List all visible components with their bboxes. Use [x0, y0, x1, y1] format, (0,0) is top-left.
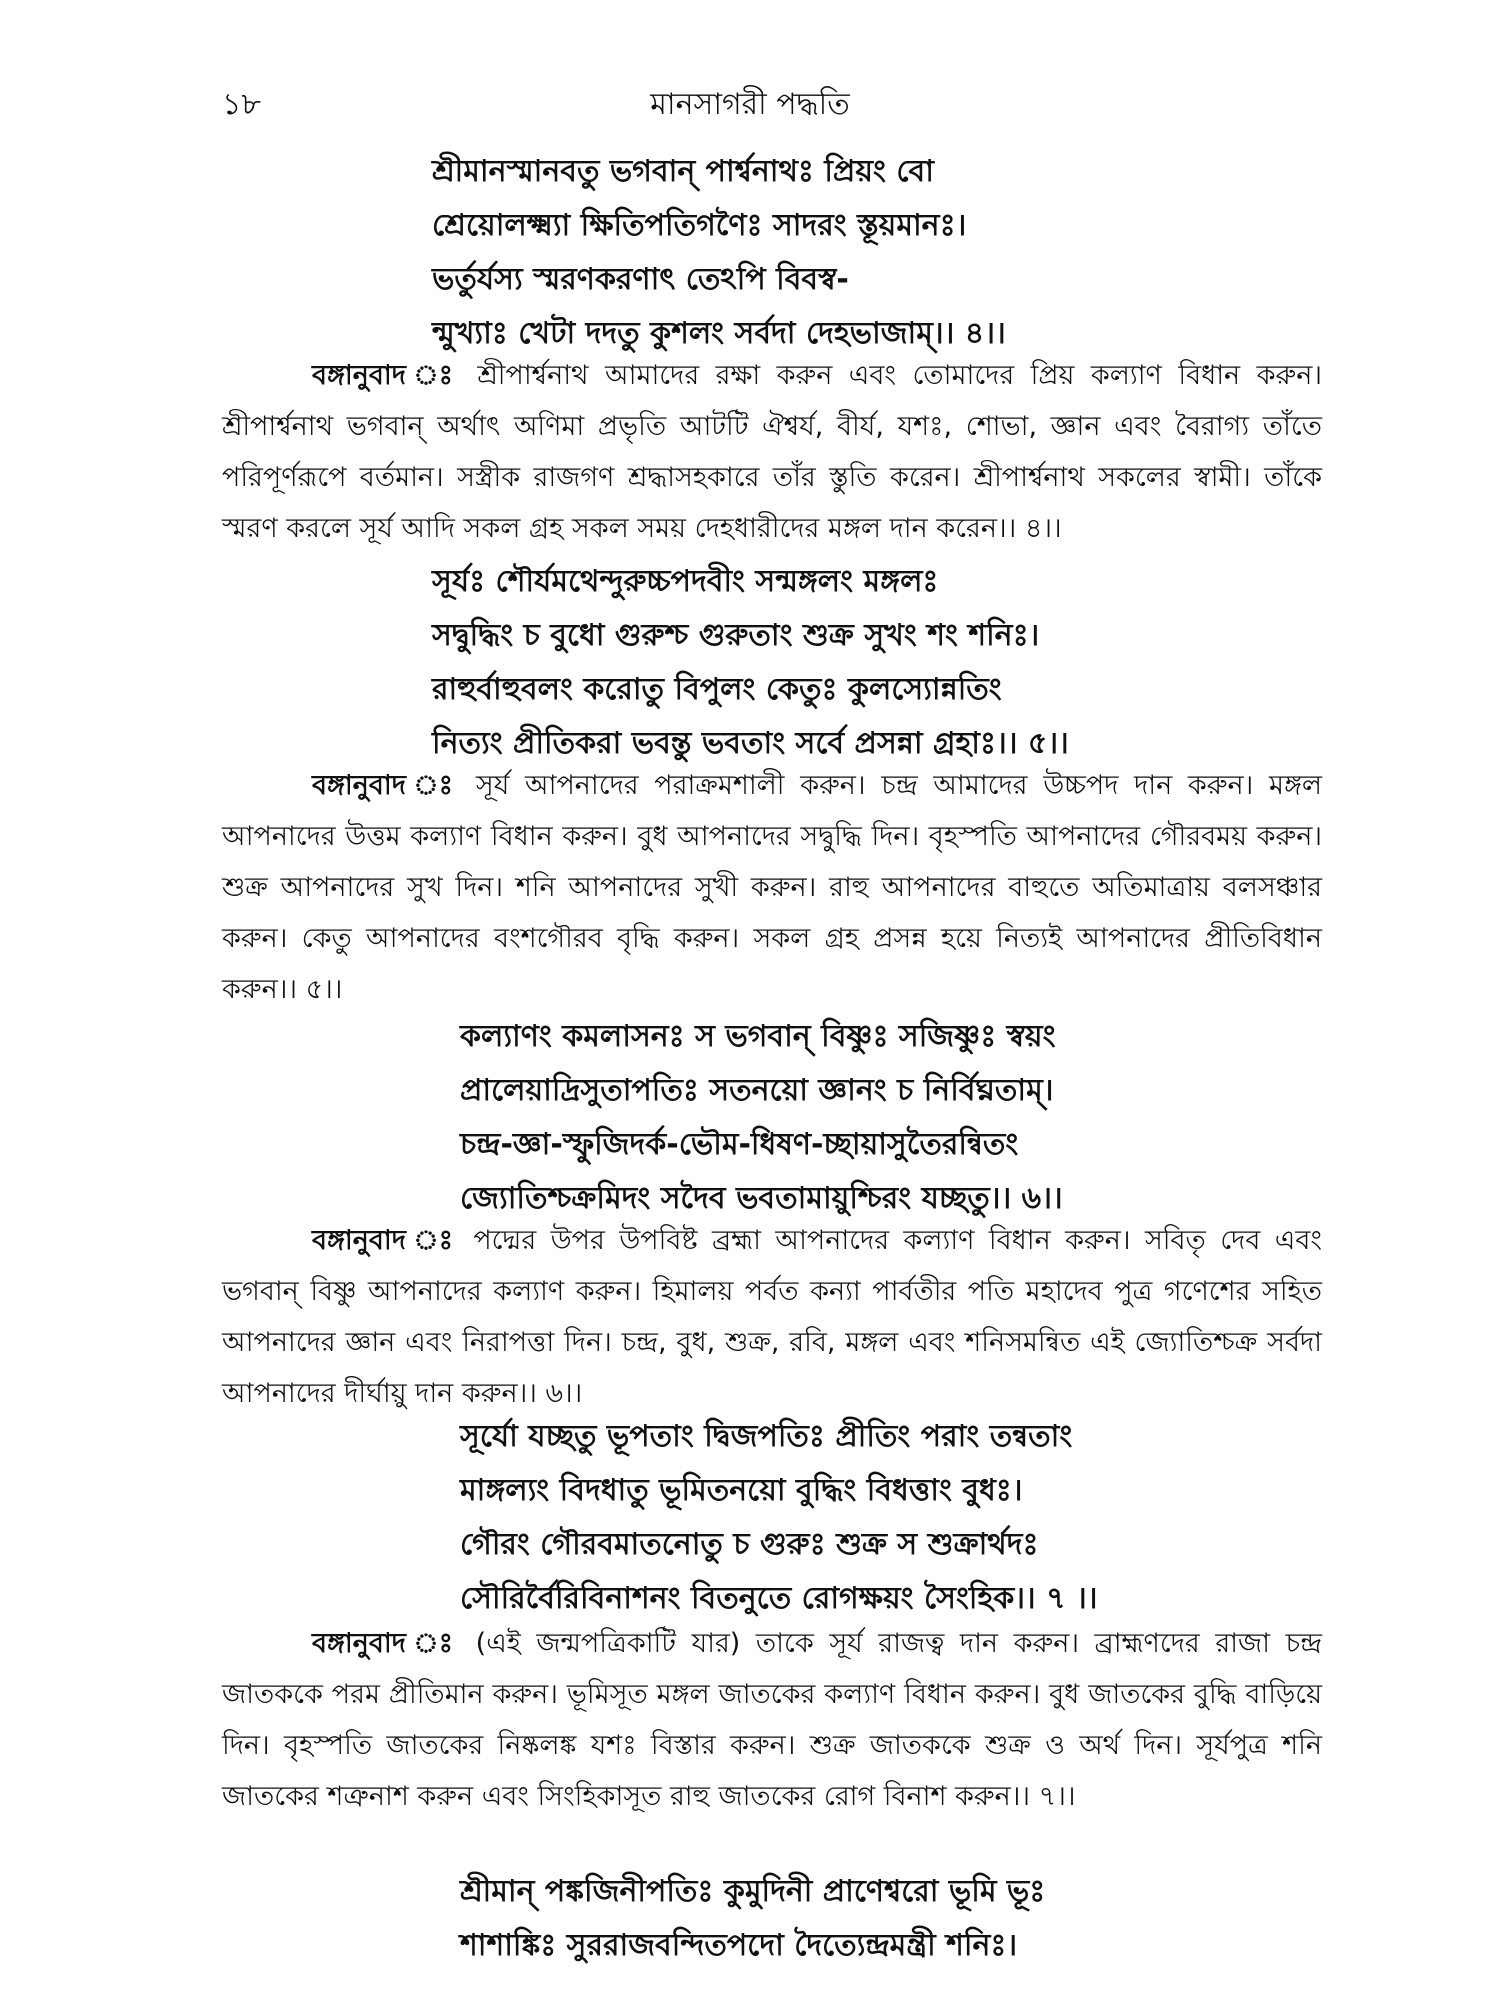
translation-label: বঙ্গানুবাদ ঃ	[312, 360, 461, 391]
verse-line: গৌরং গৌরবমাতনোতু চ গুরুঃ শুক্র স শুক্রার্থদঃ	[460, 1527, 1039, 1562]
translation-7	[222, 1618, 1322, 1822]
verse-line: সূর্যঃ শৌর্যমথেন্দুরুচ্চপদবীং সন্মঙ্গলং মঙ্গলঃ	[432, 564, 939, 599]
translation-6	[222, 1215, 1322, 1419]
translation-text: সূর্য আপনাদের পরাক্রমশালী করুন। চন্দ্র আমাদের উচ্চপদ দান করুন। মঙ্গল আপনাদের উত্তম কল্যাণ বিধান করুন। বুধ আপনাদের সদ্বুদ্ধি দিন। বৃহস্পতি আপনাদের গৌরবময় করুন। শুক্র আপনাদের সুখ দিন। শনি আপনাদের সুখী করুন। রাহু আপনাদের বাহুতে অতিমাত্রায় বলসঞ্চার করুন। কেতু আপনাদের বংশগৌরব বৃদ্ধি করুন। সকল গ্রহ প্রসন্ন হয়ে নিত্যই আপনাদের প্রীতিবিধান করুন।। ৫।।	[222, 770, 1322, 1005]
verse-7	[0, 1410, 1098, 1626]
verse-8	[0, 1865, 1045, 1973]
translation-5	[222, 760, 1322, 1015]
verse-line: শ্রীমান্ পঙ্কজিনীপতিঃ কুমুদিনী প্রাণেশ্বরো ভূমি ভূঃ	[460, 1874, 1046, 1909]
verse-line: সদ্বুদ্ধিং চ বুধো গুরুশ্চ গুরুতাং শুক্র সুখং শং শনিঃ।	[432, 618, 1040, 653]
verse-line: ন্মুখ্যাঃ খেটা দদতু কুশলং সর্বদা দেহভাজাম্।। ৪।।	[432, 316, 1006, 351]
verse-line: কল্যাণং কমলাসনঃ স ভগবান্ বিষ্ণুঃ সজিষ্ণুঃ স্বয়ং	[460, 1019, 1056, 1054]
verse-line: মাঙ্গল্যং বিদধাতু ভূমিতনয়ো বুদ্ধিং বিধত্তাং বুধঃ।	[460, 1473, 1023, 1508]
verse-line: শ্রীমানস্মানবতু ভগবান্ পার্শ্বনাথঃ প্রিয়ং বো	[432, 154, 934, 189]
verse-5	[0, 555, 1069, 771]
verse-line: রাহুর্বাহুবলং করোতু বিপুলং কেতুঃ কুলস্যোন্নতিং	[432, 672, 1002, 707]
translation-text: পদ্মের উপর উপবিষ্ট ব্রহ্মা আপনাদের কল্যাণ বিধান করুন। সবিতৃ দেব এবং ভগবান্ বিষ্ণু আপনাদের কল্যাণ করুন। হিমালয় পর্বত কন্যা পার্বতীর পতি মহাদেব পুত্র গণেশের সহিত আপনাদের জ্ঞান এবং নিরাপত্তা দিন। চন্দ্র, বুধ, শুক্র, রবি, মঙ্গল এবং শনিসমন্বিত এই জ্যোতিশ্চক্র সর্বদা আপনাদের দীর্ঘায়ু দান করুন।। ৬।।	[222, 1225, 1322, 1409]
verse-line: সূর্যো যচ্ছতু ভূপতাং দ্বিজপতিঃ প্রীতিং পরাং তন্বতাং	[460, 1419, 1073, 1454]
translation-text: শ্রীপার্শ্বনাথ আমাদের রক্ষা করুন এবং তোমাদের প্রিয় কল্যাণ বিধান করুন। শ্রীপার্শ্বনাথ ভগবান্ অর্থাৎ অণিমা প্রভৃতি আটটি ঐশ্বর্য, বীর্য, যশঃ, শোভা, জ্ঞান এবং বৈরাগ্য তাঁতে পরিপূর্ণরূপে বর্তমান। সস্ত্রীক রাজগণ শ্রদ্ধাসহকারে তাঁর স্তুতি করেন। শ্রীপার্শ্বনাথ সকলের স্বামী। তাঁকে স্মরণ করলে সূর্য আদি সকল গ্রহ সকল সময় দেহধারীদের মঙ্গল দান করেন।। ৪।।	[222, 360, 1323, 544]
translation-label: বঙ্গানুবাদ ঃ	[312, 770, 461, 801]
verse-line: চন্দ্র-জ্ঞা-স্ফুজিদর্ক-ভৌম-ধিষণ-চ্ছায়াসুতৈরন্বিতং	[460, 1127, 1019, 1162]
translation-text: (এই জন্মপত্রিকাটি যার) তাকে সূর্য রাজত্ব দান করুন। ব্রাহ্মণদের রাজা চন্দ্র জাতককে পরম প্রীতিমান করুন। ভূমিসূত মঙ্গল জাতকের কল্যাণ বিধান করুন। বুধ জাতকের বুদ্ধি বাড়িয়ে দিন। বৃহস্পতি জাতকের নিষ্কলঙ্ক যশঃ বিস্তার করুন। শুক্র জাতককে শুক্র ও অর্থ দিন। সূর্যপুত্র শনি জাতকের শত্রুনাশ করুন এবং সিংহিকাসূত রাহু জাতকের রোগ বিনাশ করুন।। ৭।।	[222, 1628, 1322, 1812]
running-title: মানসাগরী পদ্ধতি	[650, 87, 850, 122]
verse-line: ভর্তুর্যস্য স্মরণকরণাৎ তেঽপি বিবস্ব-	[432, 262, 849, 297]
verse-6	[0, 1010, 1063, 1226]
verse-line: নিত্যং প্রীতিকরা ভবন্তু ভবতাং সর্বে প্রসন্না গ্রহাঃ।। ৫।।	[432, 726, 1069, 761]
translation-label: বঙ্গানুবাদ ঃ	[312, 1225, 459, 1256]
verse-line: শাশাঙ্কিঃ সুররাজবন্দিতপদো দৈত্যেন্দ্রমন্ত্রী শনিঃ।	[460, 1928, 1018, 1963]
translation-label: বঙ্গানুবাদ ঃ	[312, 1628, 461, 1659]
verse-4	[0, 145, 1006, 361]
verse-line: শ্রেয়োলক্ষ্ম্যা ক্ষিতিপতিগণৈঃ সাদরং স্তূয়মানঃ।	[432, 208, 967, 243]
verse-line: জ্যোতিশ্চক্রমিদং সদৈব ভবতামায়ুশ্চিরং যচ্ছতু।। ৬।।	[460, 1181, 1063, 1216]
page-number: ১৮	[222, 87, 261, 122]
translation-4	[222, 350, 1322, 554]
verse-line: প্রালেয়াদ্রিসুতাপতিঃ সতনয়ো জ্ঞানং চ নির্বিঘ্নতাম্।	[460, 1073, 1054, 1108]
verse-line: সৌরির্বৈরিবিনাশনং বিতনুতে রোগক্ষয়ং সৈংহিক।। ৭ ।।	[460, 1581, 1098, 1616]
